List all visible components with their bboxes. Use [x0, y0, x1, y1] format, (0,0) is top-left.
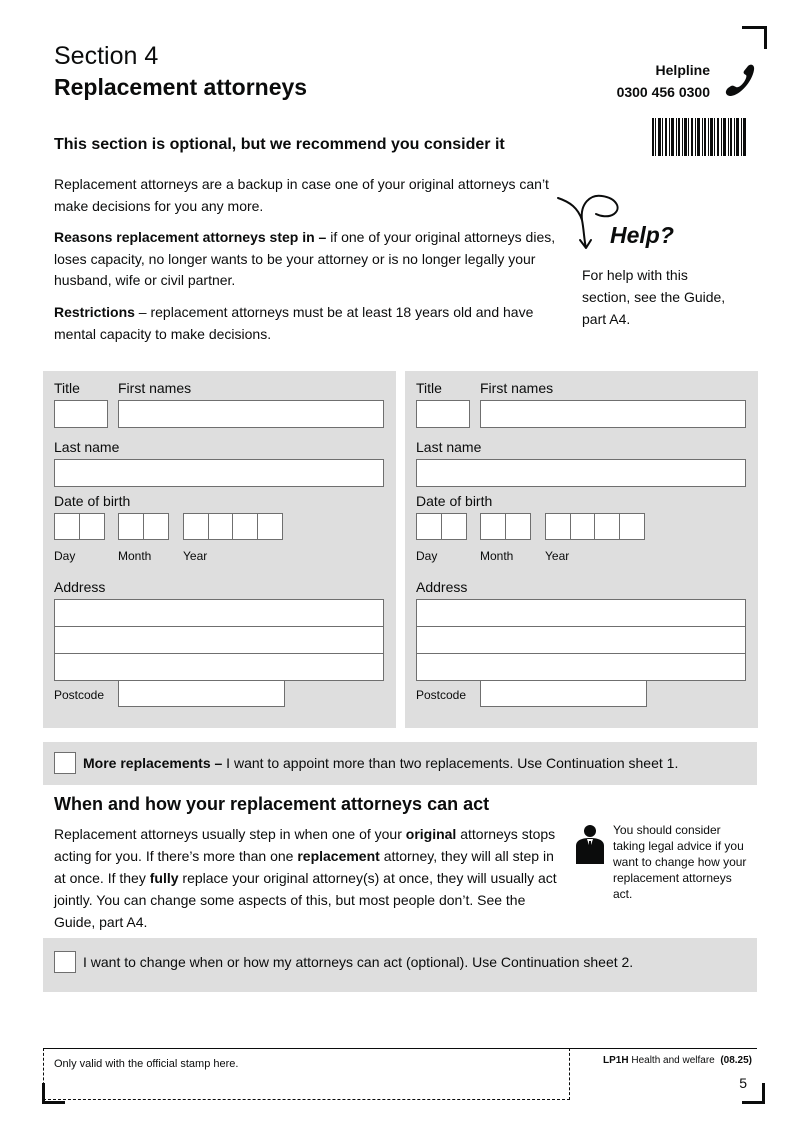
more-replacements-text: More replacements – I want to appoint more than two replacements. Use Continuation sheet 1. [83, 755, 679, 771]
address-line-3-input[interactable] [416, 653, 746, 681]
address-line-3-input[interactable] [54, 653, 384, 681]
title-label: Title [54, 380, 80, 396]
first-names-input[interactable] [480, 400, 746, 428]
legal-advice-note: You should consider taking legal advice if you want to change how your replacement attorneys act. [613, 823, 747, 901]
stamp-text: Only valid with the official stamp here. [54, 1058, 239, 1070]
more-replacements-band [43, 742, 757, 785]
official-stamp-box [43, 1048, 570, 1100]
address-line-2-input[interactable] [54, 626, 384, 654]
phone-icon [722, 62, 756, 98]
dob-day-input[interactable] [54, 513, 105, 540]
dob-label: Date of birth [416, 493, 493, 509]
barcode [652, 118, 746, 156]
page-number: 5 [739, 1075, 747, 1091]
change-option-checkbox[interactable] [54, 951, 76, 973]
dob-day-input[interactable] [416, 513, 467, 540]
help-text: For help with this section, see the Guide, part A4. [582, 267, 726, 327]
dob-year-input[interactable] [545, 513, 645, 540]
day-label: Day [54, 549, 76, 563]
month-label: Month [480, 549, 514, 563]
first-names-label: First names [480, 380, 554, 396]
form-code: LP1H Health and welfare (08.25) [603, 1055, 752, 1066]
change-option-band [43, 938, 757, 992]
dob-year-input[interactable] [183, 513, 283, 540]
when-how-heading: When and how your replacement attorneys can act [54, 794, 490, 814]
title-input[interactable] [416, 400, 470, 428]
month-label: Month [118, 549, 152, 563]
corner-mark-top-right [742, 26, 767, 49]
title-label: Title [416, 380, 442, 396]
postcode-input[interactable] [480, 680, 647, 707]
dob-month-input[interactable] [118, 513, 169, 540]
year-label: Year [183, 549, 208, 563]
lawyer-icon [574, 824, 606, 864]
address-line-1-input[interactable] [416, 599, 746, 627]
postcode-label: Postcode [416, 688, 467, 702]
address-label: Address [54, 579, 106, 595]
dob-label: Date of birth [54, 493, 131, 509]
address-line-1-input[interactable] [54, 599, 384, 627]
address-label: Address [416, 579, 468, 595]
more-replacements-checkbox[interactable] [54, 752, 76, 774]
address-line-2-input[interactable] [416, 626, 746, 654]
optional-heading: This section is optional, but we recommend you consider it [54, 136, 505, 153]
last-name-label: Last name [54, 439, 120, 455]
last-name-input[interactable] [54, 459, 384, 487]
postcode-input[interactable] [118, 680, 285, 707]
first-names-label: First names [118, 380, 192, 396]
section-number: Section 4 [54, 42, 159, 70]
restrictions-paragraph: Restrictions – replacement attorneys must be at least 18 years old and have mental capacity to make decisions. [54, 304, 534, 342]
replacement-attorney-2-panel [405, 371, 758, 728]
helpline-label: Helpline [655, 62, 710, 78]
when-how-paragraph: Replacement attorneys usually step in when one of your original attorneys stops acting for you. If there’s more than one replacement attorney, they will all step in at once. If they fully replace your original attorney(s) at once, they will usually act jointly. You can change some aspects of this, but most people don’t. See the Guide, part A4. [54, 826, 557, 930]
last-name-label: Last name [416, 439, 482, 455]
section-title: Replacement attorneys [54, 74, 308, 100]
day-label: Day [416, 549, 438, 563]
year-label: Year [545, 549, 570, 563]
first-names-input[interactable] [118, 400, 384, 428]
helpline-number: 0300 456 0300 [616, 84, 710, 100]
title-input[interactable] [54, 400, 108, 428]
reasons-paragraph: Reasons replacement attorneys step in – if one of your original attorneys dies, loses capacity, no longer wants to be your attorney or is no longer legally your husband, wife or civil partner. [54, 229, 556, 288]
last-name-input[interactable] [416, 459, 746, 487]
replacement-attorney-1-panel [43, 371, 396, 728]
postcode-label: Postcode [54, 688, 105, 702]
help-title: Help? [610, 222, 674, 248]
dob-month-input[interactable] [480, 513, 531, 540]
intro-paragraph: Replacement attorneys are a backup in case one of your original attorneys can’t make decisions for you any more. [54, 176, 549, 214]
change-option-text: I want to change when or how my attorneys can act (optional). Use Continuation sheet 2. [83, 954, 634, 970]
footer-rule [570, 1048, 757, 1049]
